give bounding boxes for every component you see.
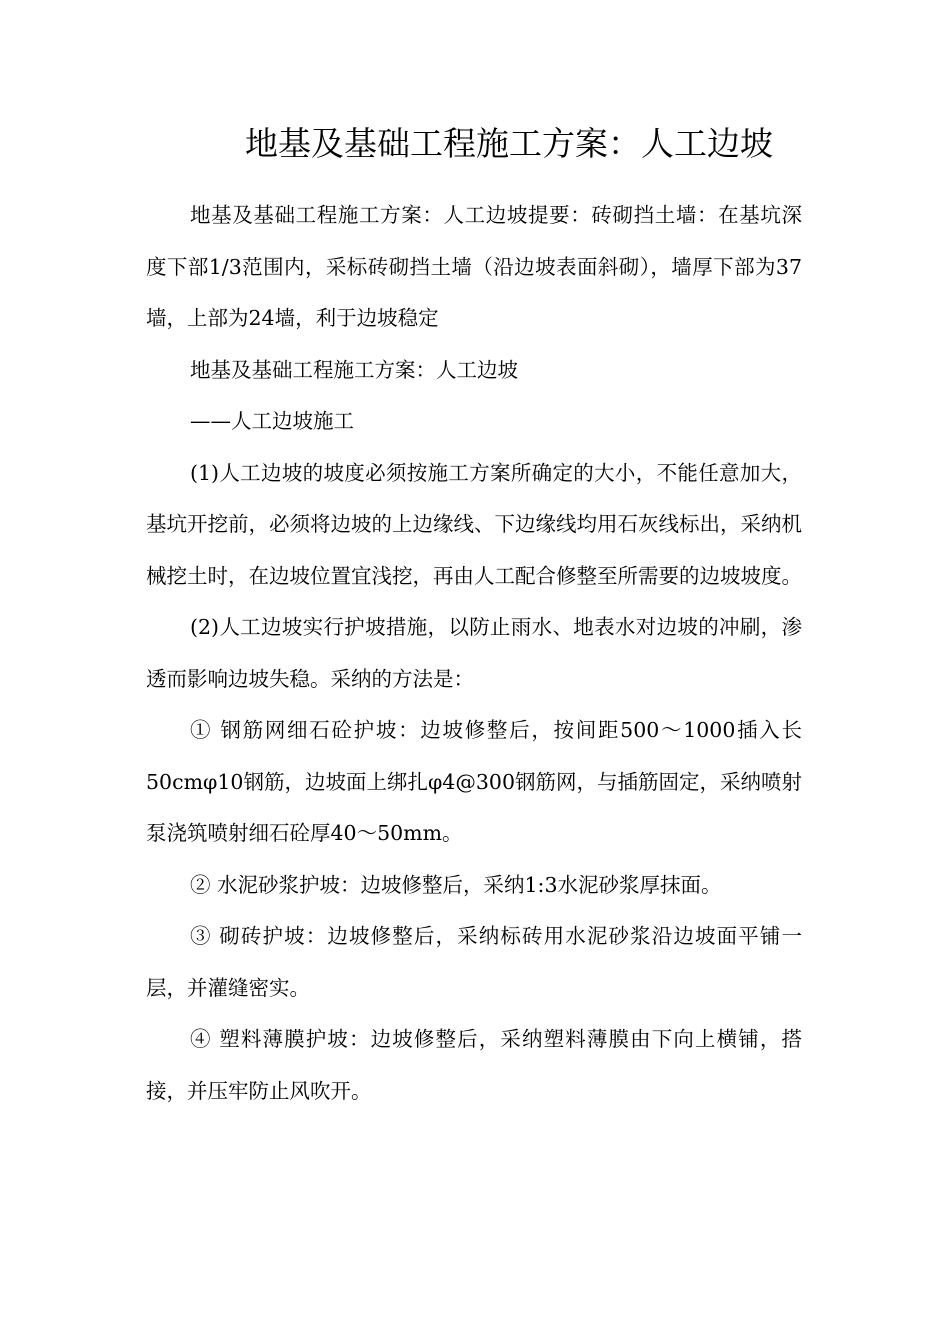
paragraph-method-3: ③ 砌砖护坡：边坡修整后，采纳标砖用水泥砂浆沿边坡面平铺一层，并灌缝密实。 bbox=[146, 924, 802, 1000]
paragraph-subheading: ——人工边坡施工 bbox=[190, 409, 354, 433]
paragraph-method-4: ④ 塑料薄膜护坡：边坡修整后，采纳塑料薄膜由下向上横铺，搭接，并压牢防止风吹开。 bbox=[146, 1027, 802, 1103]
paragraph-summary: 地基及基础工程施工方案：人工边坡提要：砖砌挡土墙：在基坑深度下部1/3范围内，采标砖砌挡土墙（沿边坡表面斜砌），墙厚下部为37墙，上部为24墙，利于边坡稳定 bbox=[146, 203, 802, 330]
paragraph-method-1: ① 钢筋网细石砼护坡：边坡修整后，按间距500～1000插入长50cmφ10钢筋，边坡面上绑扎φ4@300钢筋网，与插筋固定，采纳喷射泵浇筑喷射细石砼厚40～50mm。 bbox=[146, 718, 802, 845]
paragraph-method-2: ② 水泥砂浆护坡：边坡修整后，采纳1:3水泥砂浆厚抹面。 bbox=[190, 872, 722, 897]
page-title: 地基及基础工程施工方案：人工边坡 bbox=[245, 124, 773, 163]
paragraph-item-2: (2)人工边坡实行护坡措施，以防止雨水、地表水对边坡的冲刷，渗透而影响边坡失稳。采纳的方法是： bbox=[146, 615, 802, 691]
paragraph-heading: 地基及基础工程施工方案：人工边坡 bbox=[190, 357, 518, 382]
document-body bbox=[146, 190, 802, 1117]
paragraph-item-1: (1)人工边坡的坡度必须按施工方案所确定的大小，不能任意加大，基坑开挖前，必须将边坡的上边缘线、下边缘线均用石灰线标出，采纳机械挖土时，在边坡位置宜浅挖，再由人工配合修整至所需要的边坡坡度。 bbox=[146, 460, 802, 588]
